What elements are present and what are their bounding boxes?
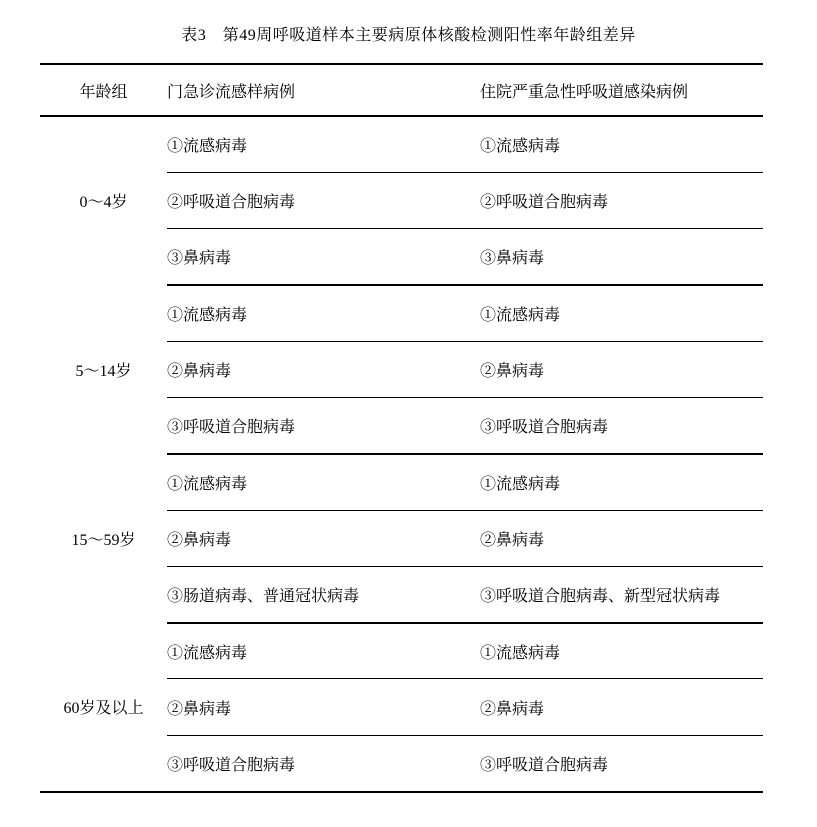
column-header-age-group: 年龄组 <box>40 64 167 116</box>
table-row <box>40 623 763 679</box>
ili-pathogen-cell: ②鼻病毒 <box>167 341 480 397</box>
sari-pathogen-cell: ①流感病毒 <box>480 285 763 341</box>
column-header-outpatient-ili-cases: 门急诊流感样病例 <box>167 64 480 116</box>
table-header-row <box>40 64 763 116</box>
age-group-cell: 5～14岁 <box>75 362 132 380</box>
sari-pathogen-cell: ②呼吸道合胞病毒 <box>480 172 763 228</box>
pathogen-positivity-table <box>40 63 763 793</box>
ili-pathogen-cell: ①流感病毒 <box>167 454 480 510</box>
ili-pathogen-cell: ③肠道病毒、普通冠状病毒 <box>167 566 480 622</box>
sari-pathogen-cell: ①流感病毒 <box>480 116 763 172</box>
table-row <box>40 285 763 341</box>
sari-pathogen-cell: ②鼻病毒 <box>480 341 763 397</box>
ili-pathogen-cell: ①流感病毒 <box>167 285 480 341</box>
sari-pathogen-cell: ③呼吸道合胞病毒、新型冠状病毒 <box>480 566 763 622</box>
sari-pathogen-cell: ②鼻病毒 <box>480 679 763 735</box>
ili-pathogen-cell: ②呼吸道合胞病毒 <box>167 172 480 228</box>
sari-pathogen-cell: ②鼻病毒 <box>480 510 763 566</box>
ili-pathogen-cell: ①流感病毒 <box>167 116 480 172</box>
age-group-cell: 0～4岁 <box>79 194 128 212</box>
ili-pathogen-cell: ③呼吸道合胞病毒 <box>167 397 480 453</box>
age-group-cell: 60岁及以上 <box>63 700 144 718</box>
sari-pathogen-cell: ①流感病毒 <box>480 623 763 679</box>
table-title: 表3 第49周呼吸道样本主要病原体核酸检测阳性率年龄组差异 <box>181 27 636 44</box>
sari-pathogen-cell: ③鼻病毒 <box>480 229 763 285</box>
sari-pathogen-cell: ①流感病毒 <box>480 454 763 510</box>
ili-pathogen-cell: ③呼吸道合胞病毒 <box>167 756 296 774</box>
age-group-cell: 15～59岁 <box>71 531 136 549</box>
sari-pathogen-cell: ③呼吸道合胞病毒 <box>480 397 763 453</box>
ili-pathogen-cell: ②鼻病毒 <box>167 510 480 566</box>
ili-pathogen-cell: ②鼻病毒 <box>167 679 480 735</box>
column-header-hospitalized-sari-cases: 住院严重急性呼吸道感染病例 <box>480 64 763 116</box>
table-row <box>40 454 763 510</box>
table-row <box>40 116 763 172</box>
sari-pathogen-cell: ③呼吸道合胞病毒 <box>480 756 609 774</box>
ili-pathogen-cell: ③鼻病毒 <box>167 229 480 285</box>
ili-pathogen-cell: ①流感病毒 <box>167 623 480 679</box>
